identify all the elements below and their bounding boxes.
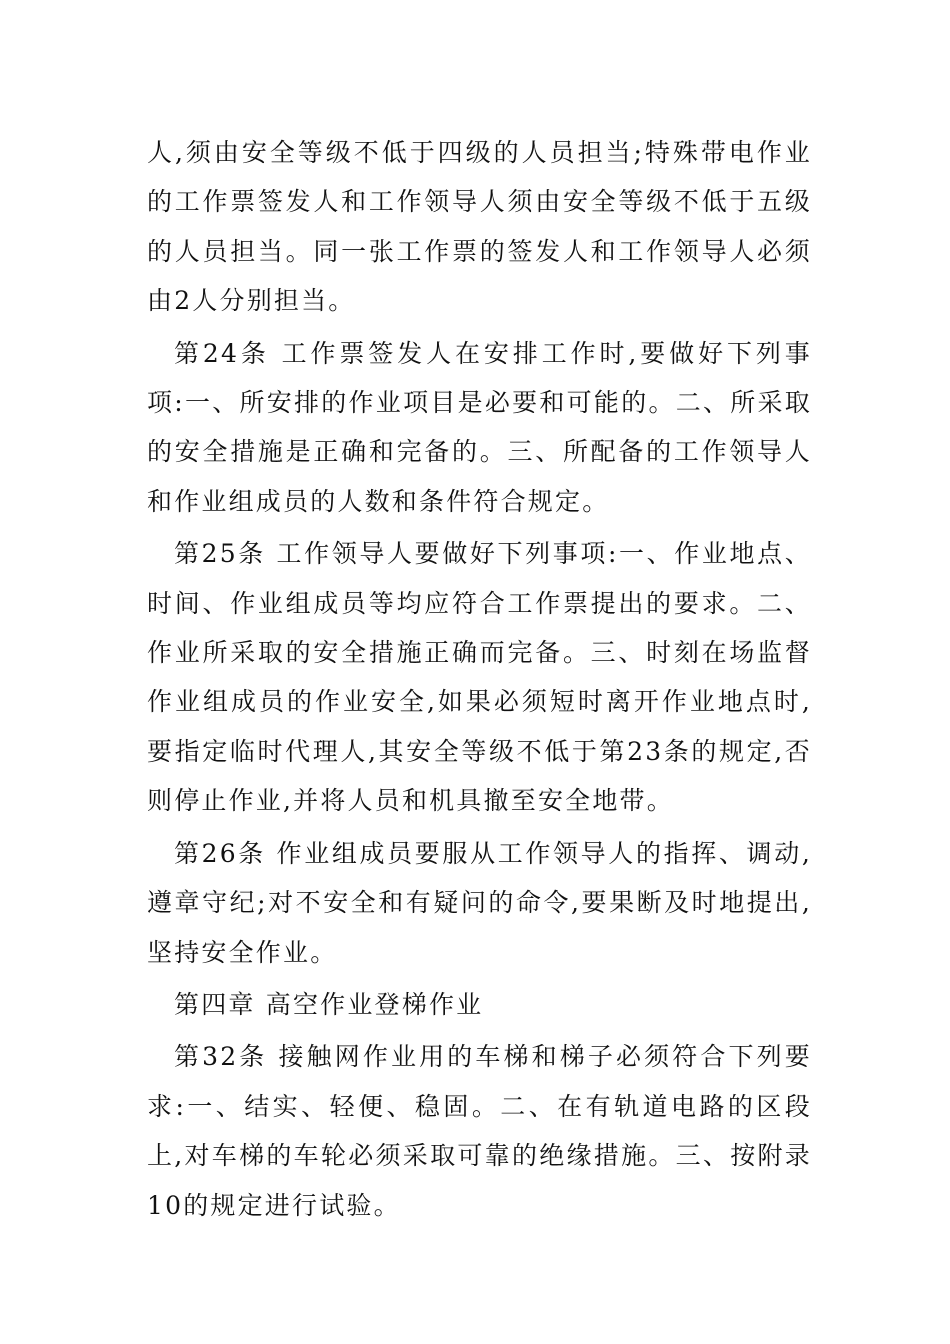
chapter-heading: 第四章 高空作业登梯作业 — [174, 989, 484, 1019]
paragraph-article-24: 第24条 工作票签发人在安排工作时,要做好下列事项:一、所安排的作业项目是必要和可能的。二、所采取的安全措施是正确和完备的。三、所配备的工作领导人和作业组成员的人数和条件符合规定。 — [147, 338, 812, 516]
paragraph-article-32: 第32条 接触网作业用的车梯和梯子必须符合下列要求:一、结实、轻便、稳固。二、在有轨道电路的区段上,对车梯的车轮必须采取可靠的绝缘措施。三、按附录10的规定进行试验。 — [147, 1042, 812, 1220]
paragraph-continued: 人,须由安全等级不低于四级的人员担当;特殊带电作业的工作票签发人和工作领导人须由安全等级不低于五级的人员担当。同一张工作票的签发人和工作领导人必须由2人分别担当。 — [147, 138, 812, 316]
paragraph-article-25: 第25条 工作领导人要做好下列事项:一、作业地点、时间、作业组成员等均应符合工作票提出的要求。二、作业所采取的安全措施正确而完备。三、时刻在场监督作业组成员的作业安全,如果必须短时离开作业地点时,要指定临时代理人,其安全等级不低于第23条的规定,否则停止作业,并将人员和机具撤至安全地带。 — [147, 539, 812, 816]
document-body — [147, 128, 812, 1233]
paragraph-article-26: 第26条 作业组成员要服从工作领导人的指挥、调动,遵章守纪;对不安全和有疑问的命令,要果断及时地提出,坚持安全作业。 — [147, 838, 812, 967]
